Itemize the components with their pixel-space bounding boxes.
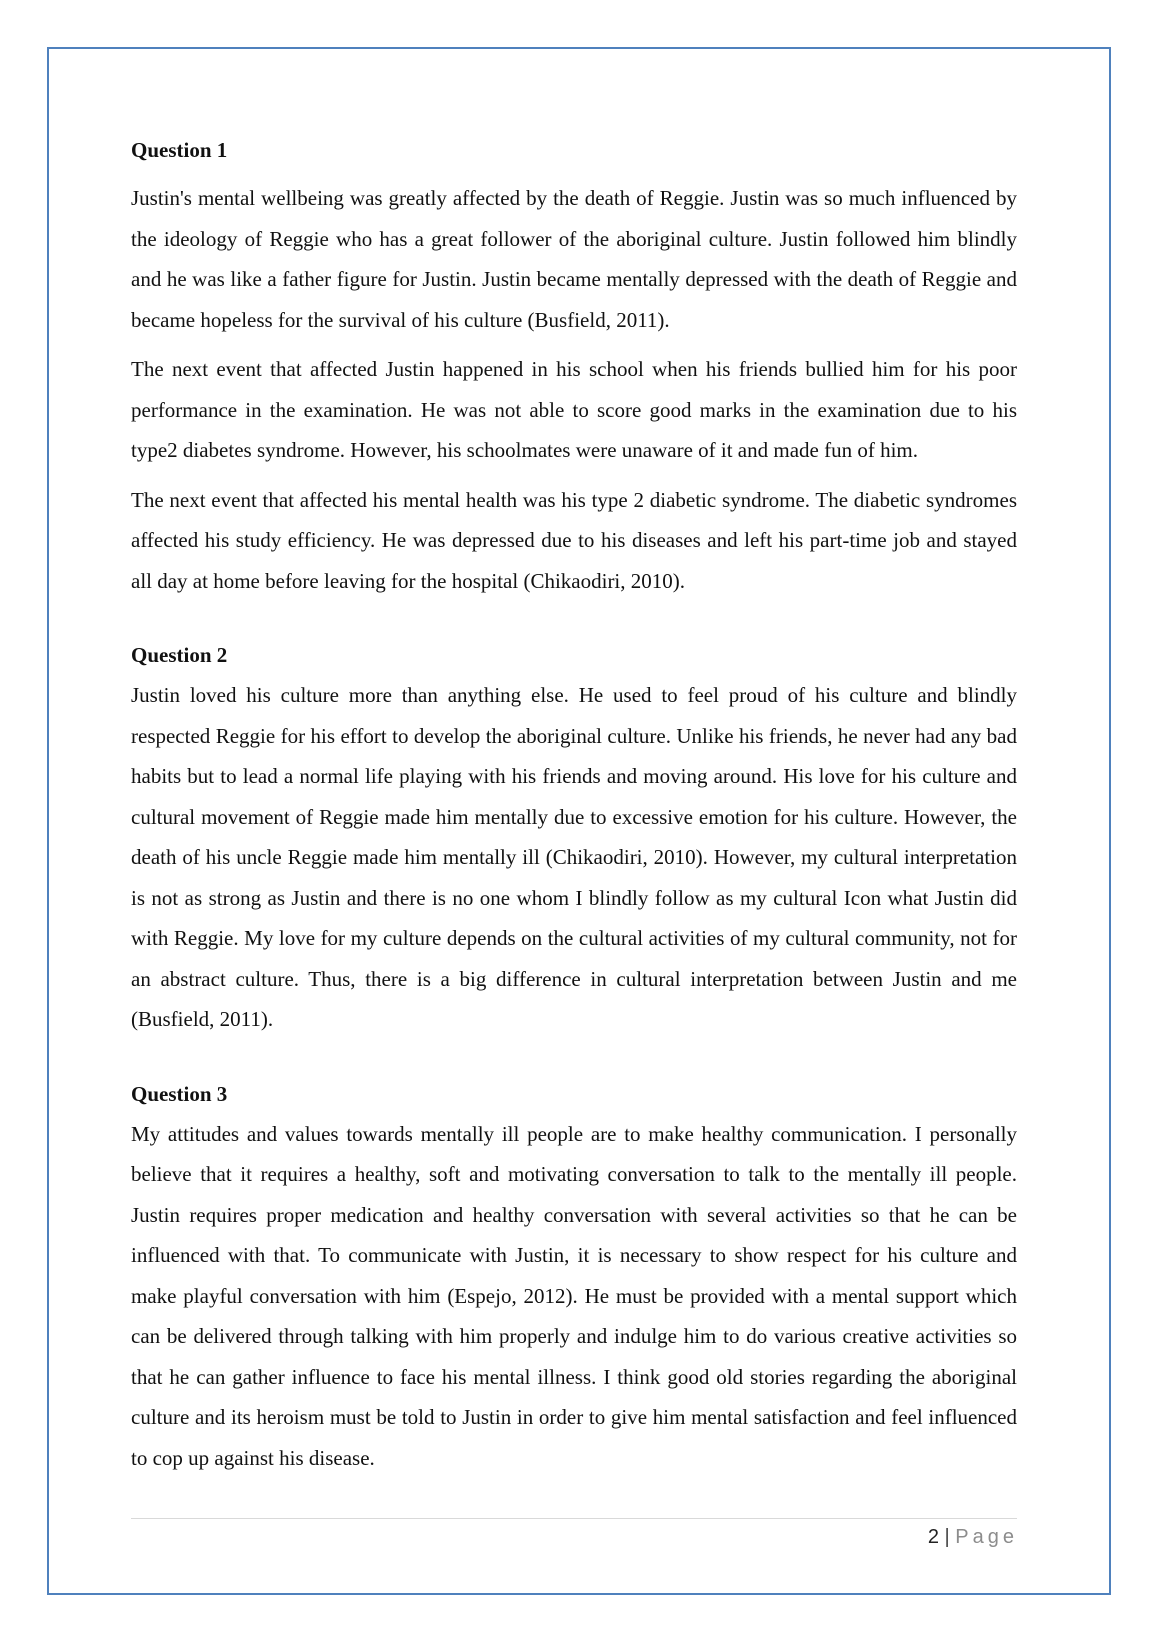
section-question-3 [131, 1080, 1017, 1479]
question-1-paragraph-2: The next event that affected Justin happened in his school when his friends bullied him for his poor performance in the examination. He was not able to score good marks in the examination due to his type2 diabetes syndrome. However, his schoolmates were unaware of it and made fun of him. [131, 357, 1017, 462]
section-question-1 [131, 136, 1017, 601]
page-number: 2 [927, 1526, 939, 1548]
question-2-paragraph-1: Justin loved his culture more than anything else. He used to feel proud of his culture and blindly respected Reggie for his effort to develop the aboriginal culture. Unlike his friends, he never had any bad habits but to lead a normal life playing with his friends and moving around. His love for his culture and cultural movement of Reggie made him mentally due to excessive emotion for his culture. However, the death of his uncle Reggie made him mentally ill (Chikaodiri, 2010). However, my cultural interpretation is not as strong as Justin and there is no one whom I blindly follow as my cultural Icon what Justin did with Reggie. My love for my culture depends on the cultural activities of my cultural community, not for an abstract culture. Thus, there is a big difference in cultural interpretation between Justin and me (Busfield, 2011). [131, 683, 1017, 1031]
page-label: Page [955, 1526, 1018, 1548]
question-2-heading: Question 2 [131, 643, 228, 667]
document-body [131, 136, 1017, 1478]
page-footer [928, 1524, 1018, 1550]
question-3-paragraph-1: My attitudes and values towards mentally ill people are to make healthy communication. I personally believe that it requires a healthy, soft and motivating conversation to talk to the mentally ill people. Justin requires proper medication and healthy conversation with several activities so that he can be influenced with that. To communicate with Justin, it is necessary to show respect for his culture and make playful conversation with him (Espejo, 2012). He must be provided with a mental support which can be delivered through talking with him properly and indulge him to do various creative activities so that he can gather influence to face his mental illness. I think good old stories regarding the aboriginal culture and its heroism must be told to Justin in order to give him mental satisfaction and feel influenced to cop up against his disease. [131, 1121, 1017, 1470]
question-1-heading: Question 1 [131, 138, 228, 162]
question-3-heading: Question 3 [131, 1081, 228, 1106]
section-question-2 [131, 641, 1017, 1040]
question-1-paragraph-1: Justin's mental wellbeing was greatly affected by the death of Reggie. Justin was so much influenced by the ideology of Reggie who has a great follower of the aboriginal culture. Justin followed him blindly and he was like a father figure for Justin. Justin became mentally depressed with the death of Reggie and became hopeless for the survival of his culture (Busfield, 2011). [131, 186, 1017, 332]
footer-divider [131, 1518, 1017, 1519]
footer-separator: | [944, 1526, 950, 1548]
question-1-paragraph-3: The next event that affected his mental health was his type 2 diabetic syndrome. The diabetic syndromes affected his study efficiency. He was depressed due to his diseases and left his part-time job and stayed all day at home before leaving for the hospital (Chikaodiri, 2010). [131, 487, 1017, 593]
